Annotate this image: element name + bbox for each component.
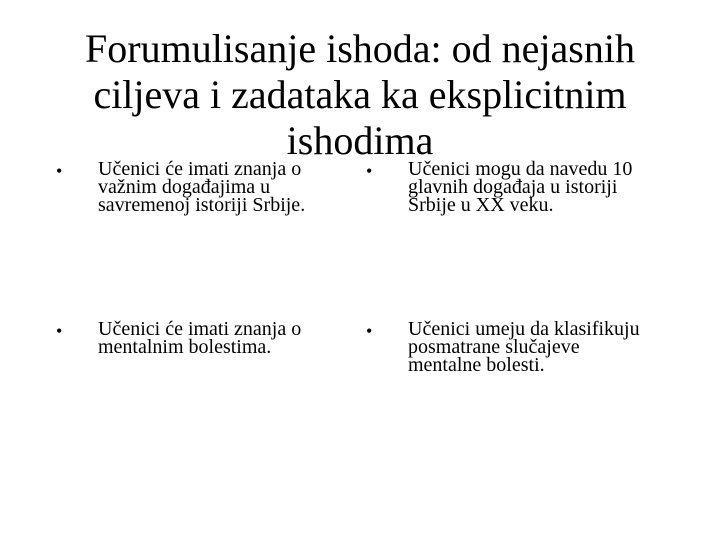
list-item-text: Učenici mogu da navedu 10 glavnih događaja u istoriji Srbije u XX veku.: [408, 158, 633, 216]
list-item-text: Učenici umeju da klasifikuju posmatrane slučajeve mentalne bolesti.: [408, 318, 640, 376]
right-column: [366, 160, 656, 374]
bullet-icon: •: [56, 161, 63, 181]
list-item-text: Učenici će imati znanja o važnim događajima u savremenoj istoriji Srbije.: [98, 158, 306, 216]
left-column: [56, 160, 346, 356]
bullet-icon: •: [56, 321, 63, 341]
list-item: [366, 320, 656, 374]
list-item: [56, 160, 346, 320]
list-item-text: Učenici će imati znanja o mentalnim bolestima.: [98, 318, 302, 358]
bullet-icon: •: [366, 161, 373, 181]
slide-title: Forumulisanje ishoda: od nejasnih ciljeva i zadataka ka eksplicitnim ishodima: [85, 26, 635, 163]
list-item: [56, 320, 346, 356]
bullet-icon: •: [366, 321, 373, 341]
list-item: [366, 160, 656, 320]
